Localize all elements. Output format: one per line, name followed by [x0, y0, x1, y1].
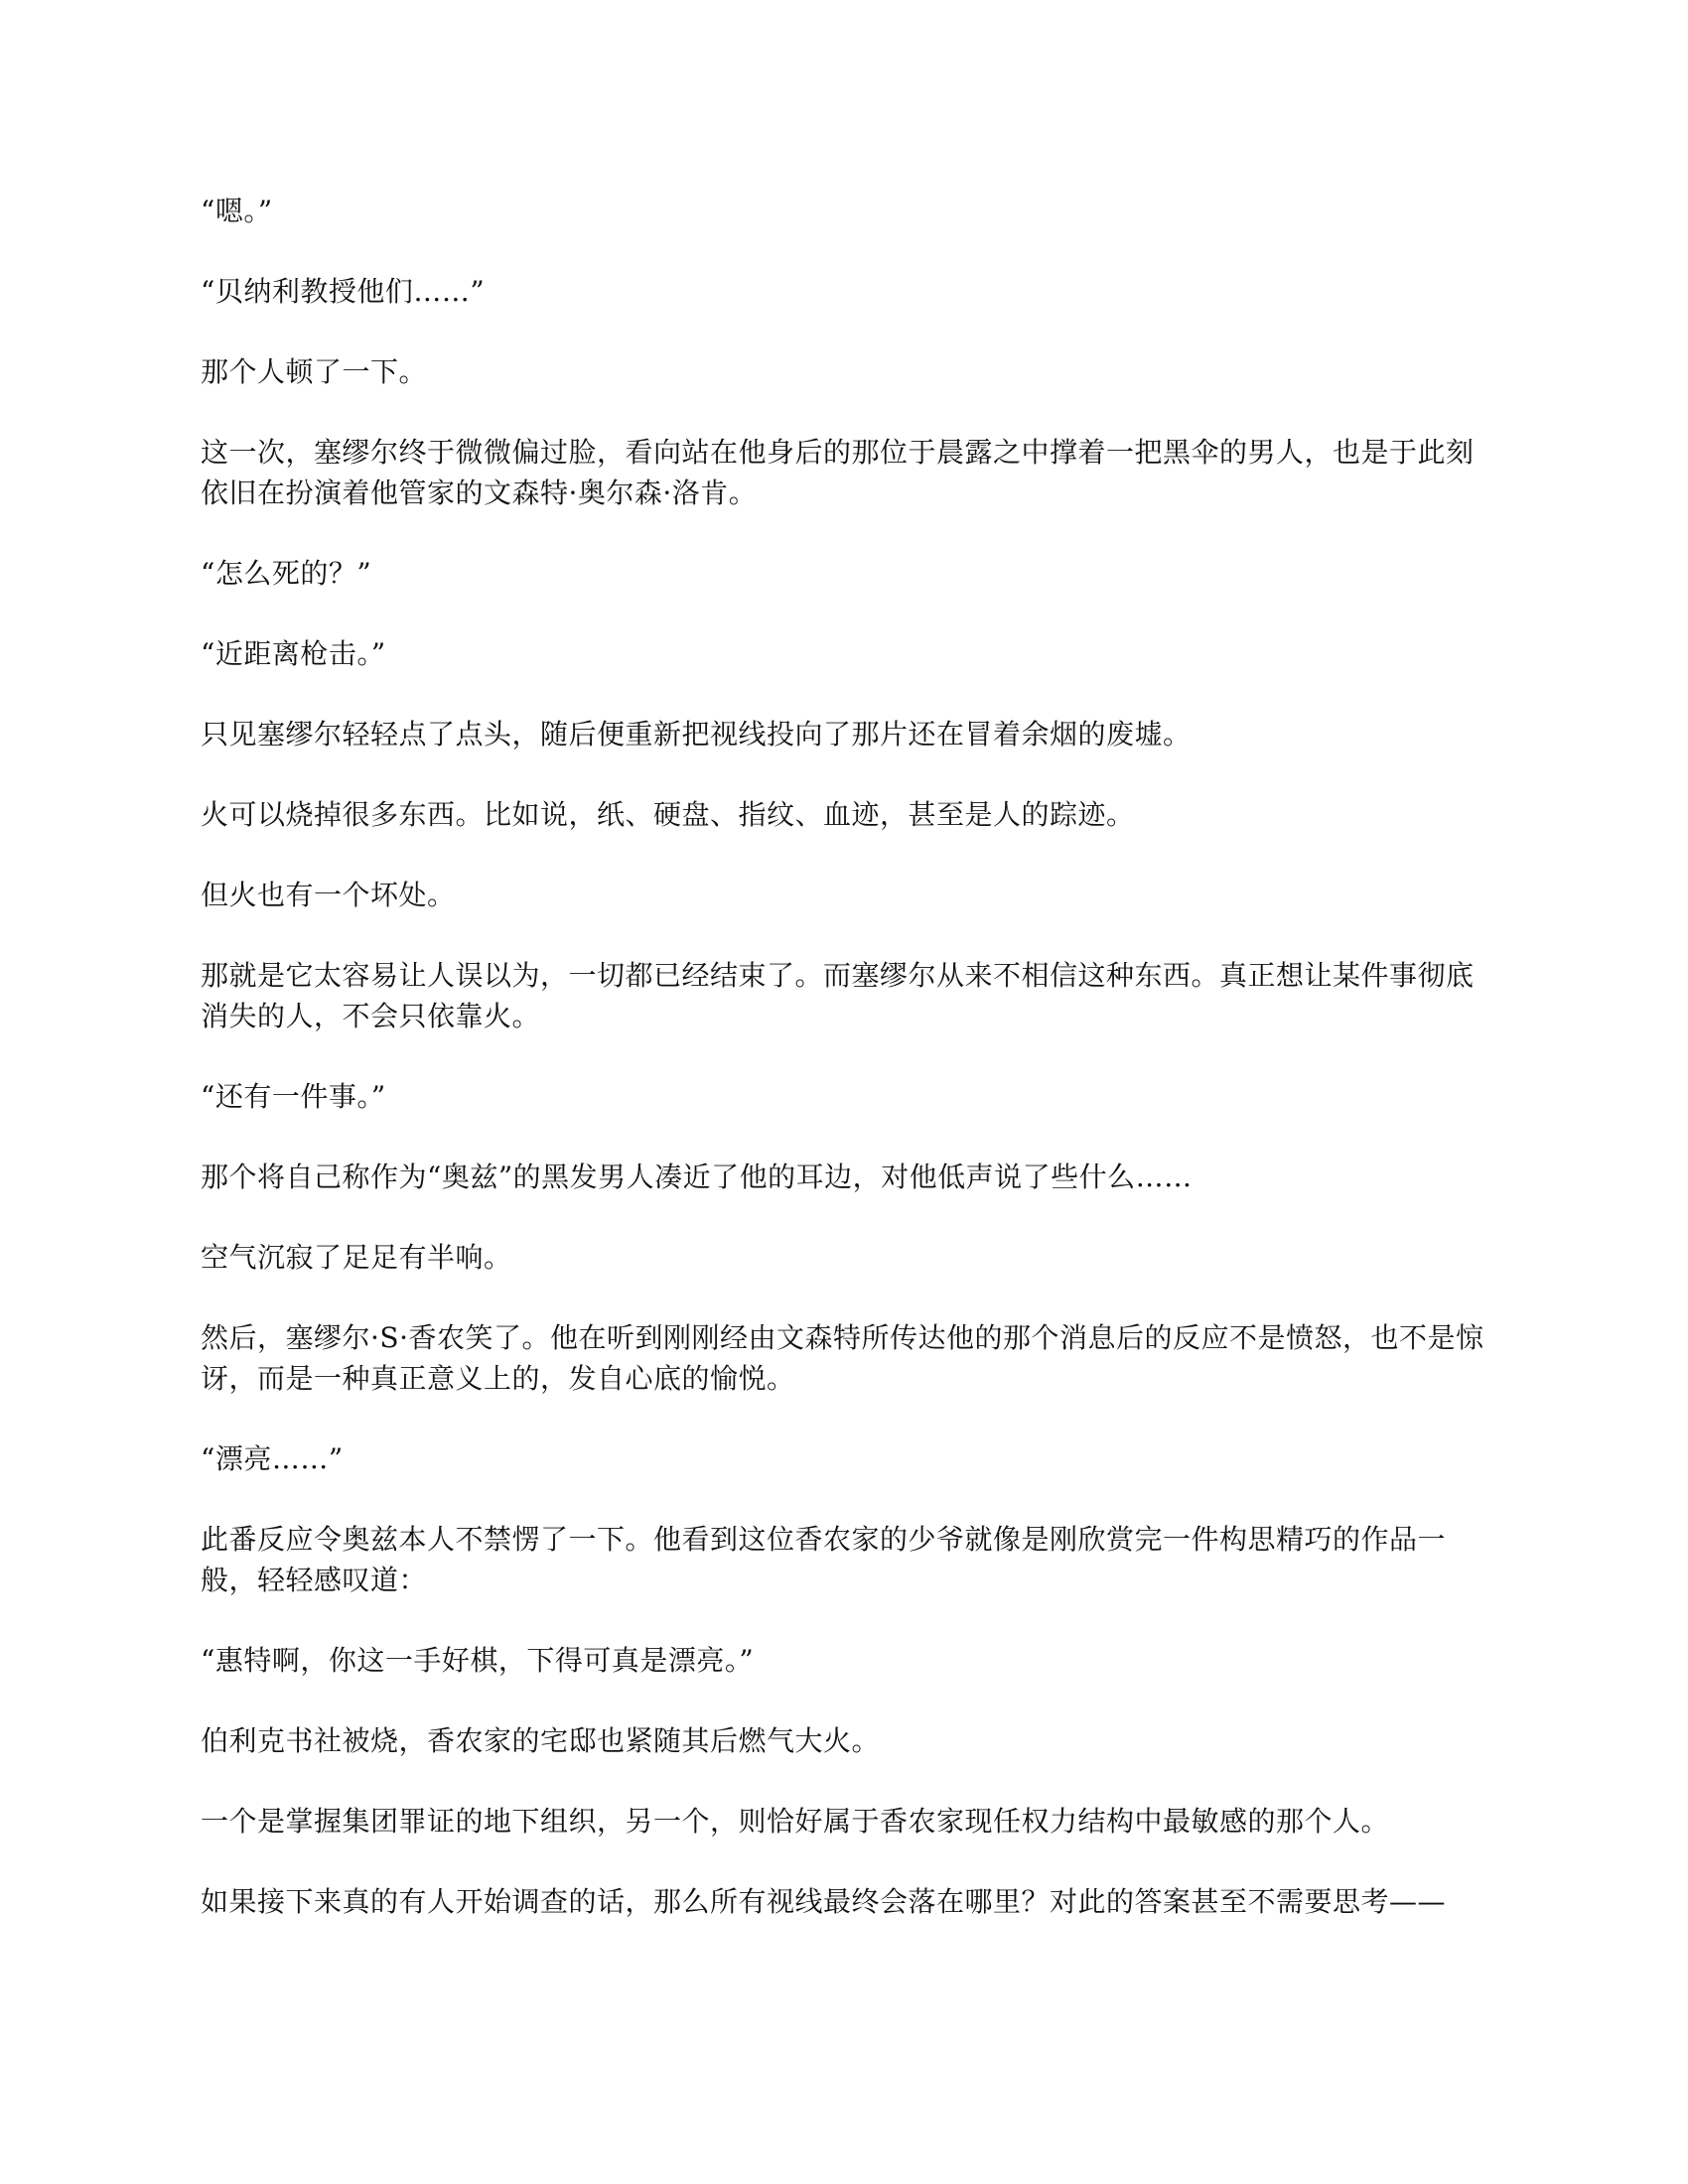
paragraph: “惠特啊，你这一手好棋，下得可真是漂亮。”	[201, 1644, 755, 1677]
paragraph: 但火也有一个坏处。	[201, 879, 456, 911]
paragraph: 空气沉寂了足足有半响。	[201, 1241, 512, 1274]
paragraph: “嗯。”	[201, 195, 273, 227]
paragraph: “贝纳利教授他们……”	[201, 275, 486, 308]
paragraph: 只见塞缪尔轻轻点了点头，随后便重新把视线投向了那片还在冒着余烟的废墟。	[201, 718, 1192, 751]
paragraph: 如果接下来真的有人开始调查的话，那么所有视线最终会落在哪里？对此的答案甚至不需要思考——	[201, 1885, 1447, 1918]
paragraph: 那个将自己称作为“奥兹”的黑发男人凑近了他的耳边，对他低声说了些什么……	[201, 1160, 1193, 1193]
paragraph: 一个是掌握集团罪证的地下组织，另一个，则恰好属于香农家现任权力结构中最敏感的那个人。	[201, 1805, 1390, 1838]
text-column	[201, 191, 1487, 1922]
paragraph: 那个人顿了一下。	[201, 355, 428, 388]
paragraph: 那就是它太容易让人误以为，一切都已经结束了。而塞缪尔从来不相信这种东西。真正想让某件事彻底消失的人，不会只依靠火。	[201, 959, 1475, 1032]
paragraph: “近距离枪击。”	[201, 637, 386, 670]
paragraph: “还有一件事。”	[201, 1080, 386, 1113]
paragraph: 这一次，塞缪尔终于微微偏过脸，看向站在他身后的那位于晨露之中撑着一把黑伞的男人，也是于此刻依旧在扮演着他管家的文森特·奥尔森·洛肯。	[201, 436, 1475, 509]
paragraph: “漂亮……”	[201, 1442, 344, 1475]
paragraph: 此番反应令奥兹本人不禁愣了一下。他看到这位香农家的少爷就像是刚欣赏完一件构思精巧的作品一般，轻轻感叹道：	[201, 1523, 1447, 1596]
paragraph: 伯利克书社被烧，香农家的宅邸也紧随其后燃气大火。	[201, 1724, 881, 1757]
paragraph: “怎么死的？”	[201, 557, 372, 590]
paragraph: 然后，塞缪尔·S·香农笑了。他在听到刚刚经由文森特所传达他的那个消息后的反应不是愤怒，也不是惊讶，而是一种真正意义上的，发自心底的愉悦。	[201, 1321, 1484, 1395]
paragraph: 火可以烧掉很多东西。比如说，纸、硬盘、指纹、血迹，甚至是人的踪迹。	[201, 798, 1135, 831]
